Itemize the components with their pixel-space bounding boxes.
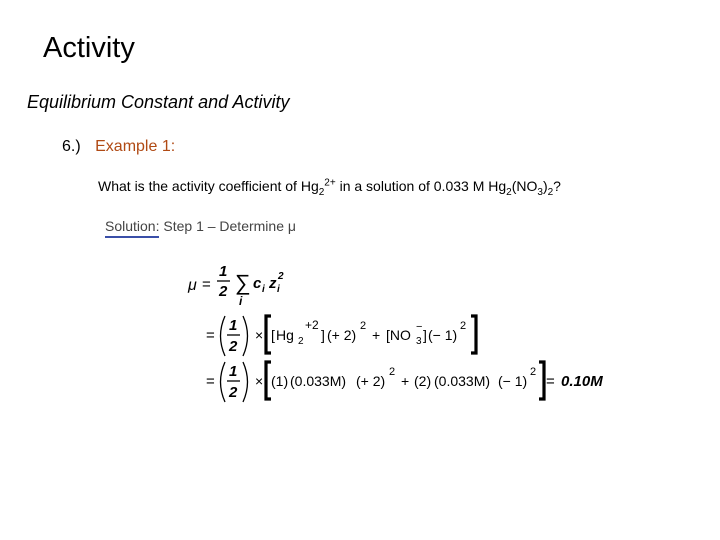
solution-underline xyxy=(105,236,159,238)
eq3-coefficient-2: (2) xyxy=(414,373,432,389)
eq2-square2: 2 xyxy=(460,320,467,332)
eq3-plus: + xyxy=(401,373,410,389)
example-number: 6.) xyxy=(62,138,81,155)
solution-line xyxy=(105,218,296,234)
eq3-coefficient-1: (1) xyxy=(271,373,289,389)
eq2-charge-term: (+ 2) xyxy=(327,327,357,343)
solution-step-text: Step 1 – Determine μ xyxy=(159,218,296,234)
eq3-big-right-bracket xyxy=(539,362,544,399)
question-formula-sub1: 2 xyxy=(506,186,512,198)
eq1-denominator: 2 xyxy=(219,283,228,300)
eq3-numerator: 1 xyxy=(229,363,238,380)
eq3-concentration-1: (0.033M) xyxy=(290,373,347,389)
ionic-strength-equations xyxy=(180,258,620,418)
question-middle: in a solution of 0.033 M Hg xyxy=(335,178,507,194)
eq2-no3-close: ] xyxy=(423,327,427,343)
example-label: Example 1: xyxy=(95,138,176,155)
solution-label: Solution: xyxy=(105,218,159,234)
eq2-square1: 2 xyxy=(360,320,367,332)
question-formula-mid: (NO xyxy=(511,178,538,194)
question-hg-subscript: 2 xyxy=(318,186,325,198)
eq2-left-paren xyxy=(221,316,226,356)
eq1-sum-index: i xyxy=(239,294,243,308)
question-prefix: What is the activity coefficient of Hg xyxy=(98,178,319,194)
eq3-result: 0.10M xyxy=(561,373,603,390)
eq1-c: c xyxy=(253,275,262,292)
eq2-big-right-bracket xyxy=(471,316,476,353)
question-hg-charge: 2+ xyxy=(324,177,336,189)
eq3-concentration-2: (0.033M) xyxy=(434,373,491,389)
eq3-square2: 2 xyxy=(530,366,537,378)
eq2-hg-sub: 2 xyxy=(298,336,304,347)
question-text xyxy=(98,177,561,198)
question-formula-sub3: 2 xyxy=(547,186,554,198)
eq2-charge-term-2: (− 1) xyxy=(428,327,458,343)
eq2-open-bracket: [ xyxy=(271,327,275,343)
eq1-mu: μ xyxy=(188,277,197,294)
eq2-denominator: 2 xyxy=(229,338,238,355)
eq2-equals: = xyxy=(206,327,215,344)
eq2-plus: + xyxy=(372,327,381,343)
eq1-equals: = xyxy=(202,276,211,293)
eq2-hg-charge: +2 xyxy=(305,318,319,332)
eq1-numerator: 1 xyxy=(219,263,228,280)
eq2-right-paren xyxy=(243,316,248,356)
question-formula-sub2: 3 xyxy=(537,186,543,198)
eq2-no3-sub: 3 xyxy=(416,336,422,347)
eq3-denominator: 2 xyxy=(229,384,238,401)
eq2-numerator: 1 xyxy=(229,317,238,334)
eq1-c-index: i xyxy=(262,284,265,295)
eq1-z: z xyxy=(269,275,277,292)
question-end: ? xyxy=(553,178,561,194)
slide-title: Activity xyxy=(43,32,135,64)
eq3-charge-term-2: (− 1) xyxy=(498,373,528,389)
eq3-right-paren xyxy=(243,362,248,402)
eq3-equals-result: = xyxy=(546,373,555,390)
eq3-left-paren xyxy=(221,362,226,402)
eq2-no3: [NO xyxy=(386,327,411,343)
eq2-no3-charge: − xyxy=(416,321,423,333)
eq2-close-bracket: ] xyxy=(321,327,325,343)
question-formula-close: ) xyxy=(542,178,548,194)
eq1-sigma: ∑ xyxy=(235,270,251,295)
eq3-charge-term: (+ 2) xyxy=(356,373,386,389)
eq1-z-index: i xyxy=(277,284,280,295)
slide-subtitle: Equilibrium Constant and Activity xyxy=(27,92,290,112)
eq3-equals: = xyxy=(206,373,215,390)
eq2-times: × xyxy=(255,327,264,343)
example-heading xyxy=(62,138,175,156)
eq1-z-square: 2 xyxy=(278,271,284,282)
eq2-hg: Hg xyxy=(276,327,294,343)
eq3-square1: 2 xyxy=(389,366,396,378)
eq3-times: × xyxy=(255,373,264,389)
